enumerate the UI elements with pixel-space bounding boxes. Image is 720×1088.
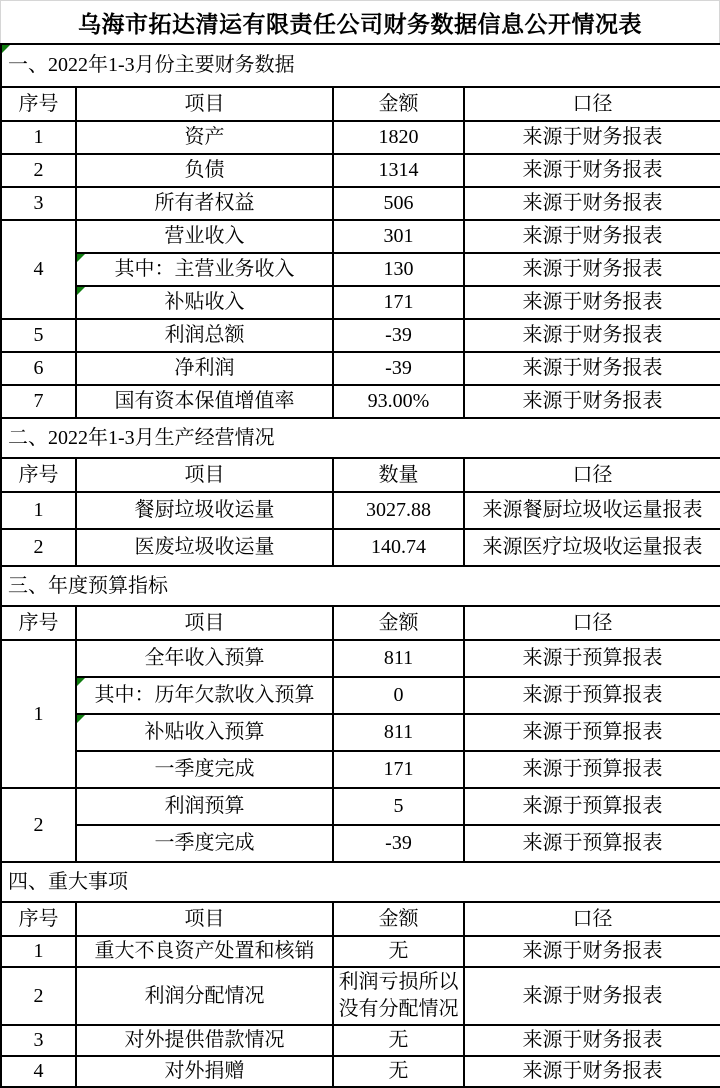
cell-item: [76, 1056, 333, 1087]
cell-no: [1, 936, 76, 967]
cell-no-text: 6: [33, 357, 44, 379]
cell-no: [1, 492, 76, 529]
cell-value-text: 1820: [378, 126, 419, 148]
cell-caliber: [464, 121, 720, 154]
cell-caliber: [464, 825, 720, 862]
column-header: [464, 87, 720, 121]
table-row: [1, 640, 720, 677]
cell-value-text: 171: [383, 758, 414, 780]
column-header-row: [1, 606, 720, 640]
cell-value-text: 93.00%: [367, 390, 430, 412]
table-row: [1, 1025, 720, 1056]
column-header-text: 口径: [572, 463, 613, 486]
cell-item: [76, 385, 333, 418]
column-header: [333, 87, 464, 121]
cell-value-text: 1314: [378, 159, 419, 181]
cell-item-text: 利润总额: [164, 324, 245, 346]
cell-no-text: 3: [33, 1029, 44, 1051]
cell-caliber: [464, 492, 720, 529]
column-header: [333, 458, 464, 492]
cell-no-text: 1: [33, 702, 44, 725]
cell-value: [333, 936, 464, 967]
column-header: [464, 458, 720, 492]
section-3: [1, 566, 720, 862]
cell-caliber-text: 来源于财务报表: [522, 291, 663, 313]
cell-no: [1, 154, 76, 187]
table-row: [1, 1056, 720, 1087]
cell-item-text: 国有资本保值增值率: [114, 390, 295, 412]
cell-value: [333, 187, 464, 220]
cell-caliber-text: 来源于财务报表: [522, 225, 663, 247]
cell-item: [76, 677, 333, 714]
column-header-text: 口径: [572, 907, 613, 930]
cell-item-text: 所有者权益: [154, 192, 255, 214]
cell-no: [1, 220, 76, 319]
cell-value: [333, 1056, 464, 1087]
cell-caliber: [464, 286, 720, 319]
table-row: [1, 352, 720, 385]
cell-flag-icon: [77, 715, 85, 723]
cell-value-text: 无: [388, 940, 409, 962]
cell-caliber: [464, 967, 720, 1025]
table-row: [1, 714, 720, 751]
cell-no: [1, 640, 76, 788]
cell-value: [333, 121, 464, 154]
cell-caliber-text: 来源于预算报表: [522, 721, 663, 743]
section-heading-text: 一、2022年1-3月份主要财务数据: [8, 54, 295, 76]
table-row: [1, 319, 720, 352]
table-row: [1, 967, 720, 1025]
column-header: [333, 606, 464, 640]
cell-value: [333, 492, 464, 529]
cell-item: [76, 714, 333, 751]
column-header: [1, 606, 76, 640]
cell-caliber-text: 来源于预算报表: [522, 758, 663, 780]
cell-value: [333, 714, 464, 751]
table-row: [1, 253, 720, 286]
column-header-text: 序号: [18, 463, 59, 486]
cell-value-text: 无: [388, 1060, 409, 1082]
section-2: [1, 418, 720, 566]
cell-item-text: 补贴收入: [164, 291, 245, 313]
column-header: [333, 902, 464, 936]
section-heading: [1, 566, 720, 606]
cell-item-text: 利润分配情况: [144, 984, 265, 1007]
cell-value-text: -39: [385, 832, 412, 854]
section-heading-row: [1, 44, 720, 87]
column-header: [1, 458, 76, 492]
cell-item-text: 医废垃圾收运量: [134, 536, 275, 558]
cell-item-text: 负债: [184, 159, 225, 181]
cell-value-text: 利润亏损所以没有分配情况: [338, 971, 459, 1020]
cell-item-text: 补贴收入预算: [144, 721, 265, 743]
cell-item: [76, 220, 333, 253]
cell-caliber-text: 来源餐厨垃圾收运量报表: [482, 499, 703, 521]
table-row: [1, 825, 720, 862]
cell-item: [76, 825, 333, 862]
cell-caliber: [464, 751, 720, 788]
cell-no-text: 2: [33, 813, 44, 836]
section-heading-row: [1, 566, 720, 606]
column-header-text: 口径: [572, 611, 613, 634]
cell-no-text: 7: [33, 390, 44, 412]
table-row: [1, 121, 720, 154]
cell-value: [333, 529, 464, 566]
cell-value: [333, 967, 464, 1025]
cell-value: [333, 677, 464, 714]
cell-value-text: 3027.88: [366, 499, 431, 521]
column-header-row: [1, 458, 720, 492]
column-header-text: 项目: [184, 907, 225, 930]
column-header-text: 项目: [184, 611, 225, 634]
cell-item: [76, 529, 333, 566]
cell-value: [333, 352, 464, 385]
cell-item: [76, 936, 333, 967]
cell-caliber-text: 来源于预算报表: [522, 684, 663, 706]
section-heading-text: 四、重大事项: [8, 870, 128, 893]
cell-flag-icon: [77, 254, 85, 262]
cell-value: [333, 640, 464, 677]
section-heading-row: [1, 418, 720, 458]
cell-value: [333, 825, 464, 862]
cell-no-text: 1: [33, 126, 44, 148]
cell-item-text: 净利润: [174, 357, 235, 379]
cell-item-text: 对外捐赠: [164, 1060, 245, 1082]
column-header-text: 金额: [378, 907, 419, 930]
cell-no: [1, 385, 76, 418]
section-1: [1, 44, 720, 418]
cell-caliber: [464, 220, 720, 253]
cell-item: [76, 751, 333, 788]
column-header: [464, 606, 720, 640]
table-row: [1, 154, 720, 187]
cell-caliber: [464, 936, 720, 967]
cell-no-text: 2: [33, 984, 44, 1007]
cell-flag-icon: [2, 45, 10, 53]
cell-no-text: 4: [33, 258, 44, 280]
cell-value-text: 140.74: [371, 536, 426, 558]
cell-item-text: 其中：历年欠款收入预算: [94, 684, 315, 706]
cell-item: [76, 319, 333, 352]
cell-item-text: 营业收入: [164, 225, 245, 247]
cell-value-text: -39: [385, 357, 412, 379]
cell-item: [76, 253, 333, 286]
cell-item: [76, 352, 333, 385]
column-header-text: 口径: [572, 92, 613, 115]
table-row: [1, 788, 720, 825]
page-title: 乌海市拓达清运有限责任公司财务数据信息公开情况表: [0, 0, 720, 43]
cell-item: [76, 154, 333, 187]
table-row: [1, 492, 720, 529]
cell-value: [333, 253, 464, 286]
cell-caliber: [464, 1025, 720, 1056]
financial-table: [0, 43, 720, 1088]
cell-no: [1, 967, 76, 1025]
table-row: [1, 936, 720, 967]
cell-caliber-text: 来源于财务报表: [522, 126, 663, 148]
column-header-text: 数量: [378, 463, 419, 486]
cell-caliber: [464, 1056, 720, 1087]
column-header: [464, 902, 720, 936]
cell-item: [76, 121, 333, 154]
column-header-text: 序号: [18, 907, 59, 930]
cell-value-text: 811: [383, 647, 414, 669]
cell-item-text: 资产: [184, 126, 225, 148]
cell-caliber-text: 来源于财务报表: [522, 390, 663, 412]
cell-caliber: [464, 788, 720, 825]
cell-item-text: 一季度完成: [154, 758, 255, 780]
cell-caliber-text: 来源医疗垃圾收运量报表: [482, 536, 703, 558]
cell-value-text: 811: [383, 721, 414, 743]
table-row: [1, 286, 720, 319]
cell-caliber: [464, 385, 720, 418]
cell-no-text: 2: [33, 159, 44, 181]
cell-caliber-text: 来源于财务报表: [522, 258, 663, 280]
cell-item-text: 餐厨垃圾收运量: [134, 499, 275, 521]
cell-item-text: 重大不良资产处置和核销: [94, 940, 315, 962]
column-header-text: 金额: [378, 92, 419, 115]
cell-no: [1, 1056, 76, 1087]
cell-caliber-text: 来源于预算报表: [522, 832, 663, 854]
table-row: [1, 677, 720, 714]
cell-no: [1, 352, 76, 385]
cell-value: [333, 788, 464, 825]
table-row: [1, 751, 720, 788]
section-heading-text: 二、2022年1-3月生产经营情况: [8, 426, 275, 449]
cell-item: [76, 640, 333, 677]
cell-no-text: 5: [33, 324, 44, 346]
cell-value: [333, 286, 464, 319]
cell-flag-icon: [77, 287, 85, 295]
cell-value-text: 506: [383, 192, 414, 214]
table-row: [1, 220, 720, 253]
cell-caliber-text: 来源于财务报表: [522, 324, 663, 346]
cell-flag-icon: [77, 678, 85, 686]
column-header-row: [1, 87, 720, 121]
column-header: [76, 902, 333, 936]
cell-item-text: 其中：主营业务收入: [114, 258, 295, 280]
section-heading: [1, 862, 720, 902]
cell-item-text: 全年收入预算: [144, 647, 265, 669]
cell-item: [76, 286, 333, 319]
cell-value: [333, 751, 464, 788]
cell-value: [333, 319, 464, 352]
cell-value: [333, 154, 464, 187]
cell-value: [333, 385, 464, 418]
cell-caliber-text: 来源于财务报表: [522, 1060, 663, 1082]
cell-value: [333, 1025, 464, 1056]
cell-no-text: 4: [33, 1060, 44, 1082]
cell-item: [76, 492, 333, 529]
cell-caliber-text: 来源于财务报表: [522, 984, 663, 1007]
cell-value: [333, 220, 464, 253]
section-4: [1, 862, 720, 1087]
cell-caliber: [464, 714, 720, 751]
cell-no-text: 3: [33, 192, 44, 214]
cell-value-text: -39: [385, 324, 412, 346]
column-header-text: 序号: [18, 611, 59, 634]
cell-caliber: [464, 352, 720, 385]
cell-value-text: 130: [383, 258, 414, 280]
column-header-text: 项目: [184, 92, 225, 115]
cell-caliber-text: 来源于预算报表: [522, 647, 663, 669]
column-header-text: 项目: [184, 463, 225, 486]
cell-no-text: 1: [33, 499, 44, 521]
cell-value-text: 无: [388, 1029, 409, 1051]
column-header: [76, 87, 333, 121]
cell-no: [1, 319, 76, 352]
section-heading-text: 三、年度预算指标: [8, 574, 168, 597]
cell-item: [76, 788, 333, 825]
cell-caliber: [464, 319, 720, 352]
cell-caliber-text: 来源于财务报表: [522, 192, 663, 214]
cell-caliber-text: 来源于财务报表: [522, 357, 663, 379]
cell-no: [1, 788, 76, 862]
column-header-text: 序号: [18, 92, 59, 115]
cell-caliber-text: 来源于财务报表: [522, 940, 663, 962]
cell-item: [76, 967, 333, 1025]
column-header-row: [1, 902, 720, 936]
cell-caliber: [464, 640, 720, 677]
cell-caliber: [464, 253, 720, 286]
column-header: [76, 458, 333, 492]
cell-item-text: 利润预算: [164, 795, 245, 817]
cell-no: [1, 121, 76, 154]
cell-value-text: 5: [393, 795, 404, 817]
cell-value-text: 171: [383, 291, 414, 313]
cell-caliber: [464, 529, 720, 566]
cell-no-text: 2: [33, 536, 44, 558]
cell-caliber: [464, 154, 720, 187]
section-heading-row: [1, 862, 720, 902]
column-header: [76, 606, 333, 640]
cell-caliber-text: 来源于财务报表: [522, 159, 663, 181]
cell-no-text: 1: [33, 940, 44, 962]
cell-no: [1, 187, 76, 220]
table-row: [1, 529, 720, 566]
cell-value-text: 301: [383, 225, 414, 247]
cell-item-text: 一季度完成: [154, 832, 255, 854]
column-header: [1, 902, 76, 936]
table-row: [1, 187, 720, 220]
cell-caliber: [464, 677, 720, 714]
cell-item: [76, 187, 333, 220]
cell-caliber: [464, 187, 720, 220]
column-header: [1, 87, 76, 121]
cell-no: [1, 1025, 76, 1056]
cell-item: [76, 1025, 333, 1056]
cell-item-text: 对外提供借款情况: [124, 1029, 285, 1051]
cell-no: [1, 529, 76, 566]
column-header-text: 金额: [378, 611, 419, 634]
cell-caliber-text: 来源于预算报表: [522, 795, 663, 817]
cell-value-text: 0: [393, 684, 404, 706]
cell-caliber-text: 来源于财务报表: [522, 1029, 663, 1051]
table-row: [1, 385, 720, 418]
section-heading: [1, 44, 720, 87]
section-heading: [1, 418, 720, 458]
